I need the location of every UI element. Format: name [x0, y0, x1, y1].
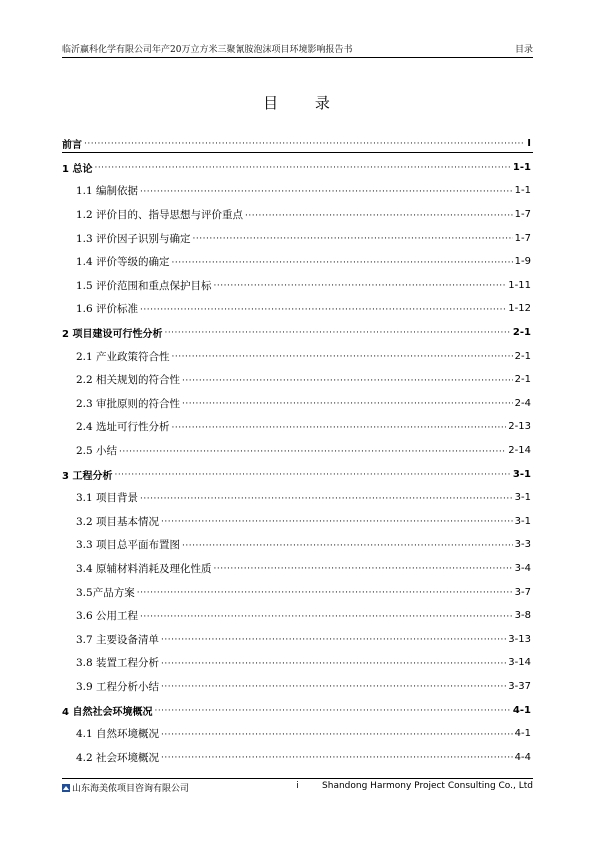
toc-entry[interactable] [62, 226, 531, 250]
toc-dot-leader [161, 657, 506, 669]
toc-entry-title: 2.3 审批原则的符合性 [76, 397, 181, 410]
toc-entry-title: 3.6 公用工程 [76, 610, 139, 623]
toc-entry-page: 2-13 [508, 421, 531, 433]
footer-company [62, 781, 189, 794]
toc-entry-page: 3-13 [508, 633, 531, 645]
toc-entry-page: 2-1 [512, 327, 531, 339]
page-header [62, 42, 533, 56]
toc-entry[interactable] [62, 297, 531, 321]
toc-dot-leader [140, 185, 513, 197]
toc-entry-title: 1.3 评价因子识别与确定 [76, 232, 191, 245]
toc-entry-page: 3-37 [508, 680, 531, 692]
toc-entry[interactable] [62, 368, 531, 392]
footer-rule [62, 778, 533, 779]
toc-entry-title: 3.8 装置工程分析 [76, 657, 160, 670]
toc-dot-leader [161, 633, 506, 645]
toc-entry[interactable] [62, 156, 531, 180]
toc-entry-page: 1-7 [514, 209, 531, 221]
toc-entry-title: 1.1 编制依据 [76, 185, 139, 198]
toc-entry-title: 2.1 产业政策符合性 [76, 350, 170, 363]
toc-entry-title: 1.2 评价目的、指导思想与评价重点 [76, 209, 244, 222]
toc-entry-page: 2-14 [508, 445, 531, 457]
footer-company-english: Shandong Harmony Project Consulting Co., Ltd [322, 781, 533, 791]
toc-entry-page: 1-1 [514, 185, 531, 197]
toc-entry[interactable] [62, 462, 531, 486]
toc-entry[interactable] [62, 557, 531, 581]
toc-entry-page: 2-1 [514, 374, 531, 386]
table-of-contents [62, 132, 531, 769]
toc-entry[interactable] [62, 604, 531, 628]
toc-entry-page: 1-9 [514, 256, 531, 268]
toc-entry-title: 2.4 选址可行性分析 [76, 421, 170, 434]
toc-dot-leader [245, 209, 513, 221]
toc-entry-page: 3-8 [514, 610, 531, 622]
toc-entry-title: 3.3 项目总平面布置图 [76, 539, 181, 552]
toc-dot-leader [161, 751, 513, 763]
toc-entry-title: 1.6 评价标准 [76, 303, 139, 316]
toc-entry-title: 1.4 评价等级的确定 [76, 256, 170, 269]
toc-entry-page: 4-4 [514, 751, 531, 763]
toc-entry-page: 3-1 [514, 492, 531, 504]
toc-entry-page: 4-1 [514, 728, 531, 740]
toc-entry[interactable] [62, 510, 531, 534]
header-section: 目录 [514, 45, 533, 55]
toc-entry-page: 4-1 [512, 704, 531, 716]
toc-entry[interactable] [62, 344, 531, 368]
toc-entry[interactable] [62, 580, 531, 604]
toc-entry[interactable] [62, 439, 531, 463]
toc-dot-leader [193, 232, 513, 244]
toc-entry[interactable] [62, 179, 531, 203]
toc-entry[interactable] [62, 722, 531, 746]
toc-entry-page: 1-11 [508, 279, 531, 291]
toc-dot-leader [161, 728, 513, 740]
toc-dot-leader [114, 469, 510, 480]
toc-dot-leader [94, 162, 510, 173]
toc-entry-title: 3 工程分析 [62, 470, 113, 482]
toc-entry[interactable] [62, 533, 531, 557]
toc-entry-title: 2.5 小结 [76, 445, 118, 458]
toc-entry-page: 2-1 [514, 350, 531, 362]
toc-entry-title: 3.5产品方案 [76, 586, 135, 599]
toc-dot-leader [182, 374, 513, 386]
toc-entry-page: I [527, 138, 531, 150]
toc-entry-title: 2 项目建设可行性分析 [62, 329, 163, 341]
toc-dot-leader [182, 397, 513, 409]
toc-dot-leader [161, 680, 506, 692]
toc-entry[interactable] [62, 651, 531, 675]
toc-entry[interactable] [62, 698, 531, 722]
toc-entry-page: 3-4 [514, 562, 531, 574]
toc-dot-leader [84, 138, 525, 149]
toc-entry-page: 3-1 [514, 515, 531, 527]
toc-dot-leader [164, 327, 510, 338]
page-title [0, 92, 595, 113]
toc-rule [62, 152, 533, 153]
toc-entry-page: 2-4 [514, 397, 531, 409]
toc-entry-title: 3.9 工程分析小结 [76, 680, 160, 693]
toc-entry[interactable] [62, 392, 531, 416]
toc-entry-title: 前言 [62, 140, 82, 152]
toc-dot-leader [119, 445, 506, 457]
footer-company-name: 山东海美侬项目咨询有限公司 [72, 784, 190, 794]
toc-entry-title: 1 总论 [62, 163, 93, 175]
toc-dot-leader [140, 303, 506, 315]
toc-entry-page: 3-7 [514, 586, 531, 598]
toc-entry[interactable] [62, 250, 531, 274]
toc-dot-leader [161, 515, 513, 527]
toc-dot-leader [154, 705, 510, 716]
toc-entry-title: 4.1 自然环境概况 [76, 728, 160, 741]
header-rule [62, 57, 533, 58]
page-footer [62, 781, 533, 795]
toc-entry-page: 1-12 [508, 303, 531, 315]
toc-dot-leader [214, 279, 507, 291]
toc-entry[interactable] [62, 415, 531, 439]
toc-entry-title: 3.1 项目背景 [76, 492, 139, 505]
toc-entry[interactable] [62, 627, 531, 651]
toc-dot-leader [214, 562, 513, 574]
toc-entry-page: 3-3 [514, 539, 531, 551]
toc-entry[interactable] [62, 486, 531, 510]
title-char-2: 录 [314, 94, 332, 112]
toc-entry-title: 2.2 相关规划的符合性 [76, 374, 181, 387]
title-char-1: 目 [263, 94, 281, 112]
toc-dot-leader [182, 539, 513, 551]
toc-entry[interactable] [62, 745, 531, 769]
toc-entry[interactable] [62, 675, 531, 699]
toc-entry-title: 3.4 原辅材料消耗及理化性质 [76, 562, 212, 575]
toc-entry-title: 1.5 评价范围和重点保护目标 [76, 279, 212, 292]
toc-entry[interactable] [62, 203, 531, 227]
toc-entry[interactable] [62, 321, 531, 345]
toc-entry-page: 3-1 [512, 468, 531, 480]
toc-dot-leader [172, 350, 513, 362]
toc-entry[interactable] [62, 274, 531, 298]
toc-entry-title: 4 自然社会环境概况 [62, 706, 153, 718]
harmony-logo-icon [62, 784, 70, 792]
toc-dot-leader [137, 586, 513, 598]
toc-entry-title: 4.2 社会环境概况 [76, 751, 160, 764]
toc-dot-leader [172, 256, 513, 268]
toc-entry-page: 1-1 [512, 161, 531, 173]
toc-entry-title: 3.7 主要设备清单 [76, 633, 160, 646]
toc-dot-leader [140, 610, 513, 622]
toc-dot-leader [140, 492, 513, 504]
toc-entry-title: 3.2 项目基本情况 [76, 515, 160, 528]
toc-entry-page: 3-14 [508, 657, 531, 669]
header-title: 临沂赢科化学有限公司年产20万立方米三聚氰胺泡沫项目环境影响报告书 [62, 45, 353, 55]
toc-dot-leader [172, 421, 507, 433]
footer-page-number: i [296, 781, 299, 791]
toc-entry-page: 1-7 [514, 232, 531, 244]
